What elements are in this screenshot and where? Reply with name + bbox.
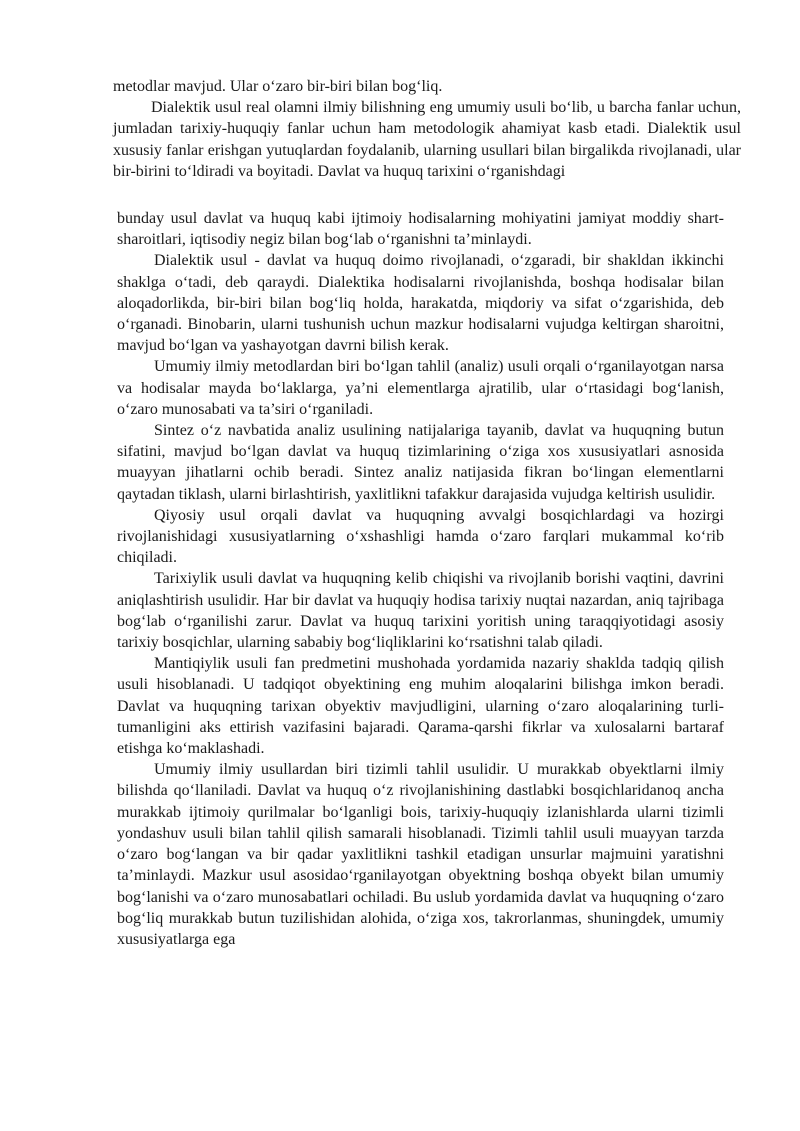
paragraph: Dialektik usul - davlat va huquq doimo rivojlanadi, o‘zgaradi, bir shakldan ikkinchi shaklga o‘tadi, deb qaraydi. Dialektika hodisalarni rivojlanishda, boshqa hodisalar bilan aloqadorlikda, bir-biri bilan bog‘liq holda, harakatda, miqdoriy va sifat o‘zgarishida, deb o‘rganadi. Binobarin, ularni tushunish uchun mazkur hodisalarni vujudga keltirgan sharoitni, mavjud bo‘lgan va yashayotgan davrni bilish kerak.	[117, 252, 724, 355]
paragraph: Sintez o‘z navbatida analiz usulining natijalariga tayanib, davlat va huquqning butun sifatini, mavjud bo‘lgan davlat va huquq tizimlarining o‘ziga xos xususiyatlari asnosida muayyan jihatlarni ochib beradi. Sintez analiz natijasida fikran bo‘lingan elementlarni qaytadan tiklash, ularni birlashtirish, yaxlitlikni tafakkur darajasida vujudga keltirish usulidir.	[117, 422, 724, 503]
paragraph: Umumiy ilmiy metodlardan biri bo‘lgan tahlil (analiz) usuli orqali o‘rganilayotgan narsa va hodisalar mayda bo‘laklarga, ya’ni elementlarga ajratilib, ular o‘rtasidagi bog‘lanish, o‘zaro munosabati va ta’siri o‘rganiladi.	[117, 358, 724, 418]
paragraph: Dialektik usul real olamni ilmiy bilishning eng umumiy usuli bo‘lib, u barcha fanlar uchun, jumladan tarixiy-huquqiy fanlar uchun ham metodologik ahamiyat kasb etadi. Dialektik usul xususiy fanlar erishgan yutuqlardan foydalanib, ularning usullari bilan birgalikda rivojlanadi, ular bir-birini to‘ldiradi va boyitadi. Davlat va huquq tarixini o‘rganishdagi	[113, 99, 741, 180]
paragraph: Tarixiylik usuli davlat va huquqning kelib chiqishi va rivojlanib borishi vaqtini, davrini aniqlashtirish usulidir. Har bir davlat va huquqiy hodisa tarixiy nuqtai nazardan, aniq tajribaga bog‘lab o‘rganilishi zarur. Davlat va huquq tarixini yoritish uning taraqqiyotidagi asosiy tarixiy bosqichlar, ularning sababiy bog‘liqliklarini ko‘rsatishni talab qiladi.	[117, 570, 724, 652]
paragraph: Umumiy ilmiy usullardan biri tizimli tahlil usulidir. U murakkab obyektlarni ilmiy bilishda qo‘llaniladi. Davlat va huquq o‘z rivojlanishining dastlabki bosqichlaridanoq ancha murakkab ijtimoiy qurilmalar bo‘lganligi bois, tarixiy-huquqiy izlanishlarda ularni tizimli yondashuv usuli bilan tahlil qilish samarali hisoblanadi. Tizimli tahlil usuli muayyan tarzda o‘zaro bog‘langan va bir qadar yaxlitlikni tashkil etadigan unsurlar majmuini yaratishni ta’minlaydi. Mazkur usul asosidao‘rganilayotgan obyektning boshqa obyekt bilan umumiy bog‘lanishi va o‘zaro munosabatlari ochiladi. Bu uslub yordamida davlat va huquqning o‘zaro bog‘liq murakkab butun tuzilishidan alohida, o‘ziga xos, takrorlanmas, shuningdek, umumiy xususiyatlarga ega	[117, 761, 724, 948]
paragraph: Qiyosiy usul orqali davlat va huquqning avvalgi bosqichlardagi va hozirgi rivojlanishidagi xususiyatlarning o‘xshashligi hamda o‘zaro farqlari mukammal ko‘rib chiqiladi.	[117, 506, 724, 567]
paragraph: bunday usul davlat va huquq kabi ijtimoiy hodisalarning mohiyatini jamiyat moddiy shart-sharoitlari, iqtisodiy negiz bilan bog‘lab o‘rganishni ta’minlaydi.	[117, 210, 724, 249]
paragraph: Mantiqiylik usuli fan predmetini mushohada yordamida nazariy shaklda tadqiq qilish usuli hisoblanadi. U tadqiqot obyektining eng muhim aloqalarini bilishga imkon beradi. Davlat va huquqning tarixan obyektiv mavjudligini, ularning o‘zaro aloqalarining turli-tumanligini aks ettirish vazifasini bajaradi. Qarama-qarshi fikrlar va xulosalarni bartaraf etishga ko‘maklashadi.	[117, 655, 724, 758]
text-block-top	[113, 76, 741, 182]
paragraph: metodlar mavjud. Ular o‘zaro bir-biri bilan bog‘liq.	[113, 78, 443, 95]
text-block-main	[117, 208, 724, 950]
